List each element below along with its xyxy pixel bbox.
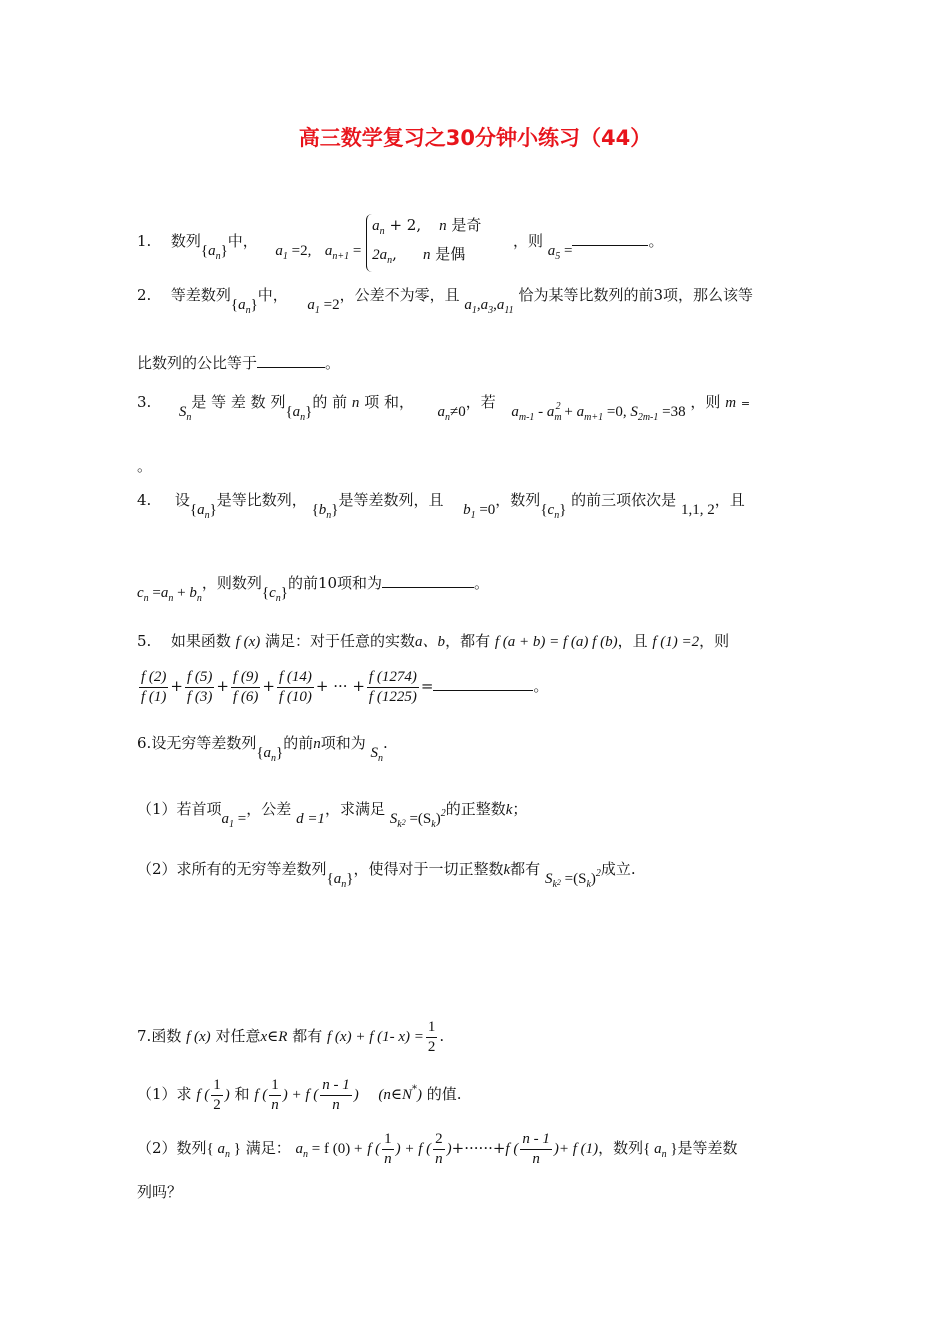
q2-terms: $a_1,a_3,a_{11}$ bbox=[464, 297, 514, 316]
question-5: 5. 如果函数 f (x) 满足：对于任意的实数a、b，都有 f (a + b) = f (a) f (b)，且 f (1) =2，则 bbox=[137, 632, 730, 650]
question-3: 3. $S_n$是 等 差 数 列$\{a_n\}$的 前 n 项 和， $a_n\ne 0$，若 $a_{m-1} - a_m^2 + a_{m+1} =0$, $S_{2m-1} =38$ ，则 m = bbox=[137, 393, 751, 423]
q6-p1-eq: $S_k2 =(S_k)^2$ bbox=[389, 808, 446, 830]
q1-piecewise: $a_n + 2$, n 是奇 $2a_n$, n 是偶 bbox=[366, 214, 481, 272]
question-7-part-2: （2）数列{ $a_n$ } 满足： $a_n = f$ (0) + f ( $\frac{1}{n}$ ) + f ( $\frac{2}{n}$ )+······+f ( $\frac{n - 1}{n}$ )+ f (1)，数列{ $a_n$ }是等差数 bbox=[137, 1130, 738, 1167]
q4-answer-blank bbox=[382, 573, 474, 588]
q7-half: $\frac{1}{2}$ bbox=[427, 1018, 436, 1055]
q3-cond: $a_n\ne 0$ bbox=[437, 404, 466, 423]
q5-answer-blank bbox=[433, 676, 533, 691]
question-6: 6.设无穷等差数列$\{a_n\}$的前n项和为 $S_n$. bbox=[137, 734, 388, 764]
q5-frac-5: $\frac{f (1274)}{f (1225)}$ bbox=[368, 668, 417, 705]
q4-seq-c: $\{c_n\}$ bbox=[540, 502, 567, 521]
q4-values: 1,1, 2 bbox=[680, 502, 715, 518]
q3-equation: $a_{m-1} - a_m^2 + a_{m+1} =0$, $S_{2m-1} =38$ bbox=[511, 401, 686, 423]
q1-text-3: ，则 bbox=[512, 232, 543, 250]
q4-b1: $b_1 =0$ bbox=[463, 502, 496, 521]
q1-answer-blank bbox=[572, 231, 648, 246]
q3-number: 3. bbox=[137, 393, 152, 411]
q2-answer-blank bbox=[257, 353, 325, 368]
question-7-part-1: （1）求 f ( $\frac{1}{2}$ ) 和 f ( $\frac{1}{n}$ ) + f ( $\frac{n - 1}{n}$ ) (n∈N*) 的值. bbox=[137, 1076, 462, 1113]
q2-text: 等差数列 bbox=[170, 286, 231, 304]
q3-S: $S_n$ bbox=[178, 404, 192, 423]
q1-text: 数列 bbox=[170, 232, 201, 250]
q4-cn: $c_n =a_n + b_n$ bbox=[137, 585, 202, 604]
q5-frac-2: $\frac{f (5)}{f (3)}$ bbox=[187, 668, 213, 705]
q4-seq-b: $\{b_n\}$ bbox=[311, 502, 339, 521]
q1-seq: $\{a_n\}$ bbox=[200, 243, 228, 262]
question-4: 4. 设$\{a_n\}$是等比数列， $\{b_n\}$是等差数列，且 $b_1 =0$，数列$\{c_n\}$ 的前三项依次是 1,1, 2，且 bbox=[137, 491, 745, 521]
question-3-cont: 。 bbox=[137, 457, 153, 475]
q5-func-eq: f (a + b) = f (a) f (b) bbox=[494, 634, 618, 650]
question-1: 1. 数列$\{a_n\}$中， $a_1 =2$, $a_{n+1}$ = $a_n + 2$, n 是奇 $2a_n$, n 是偶 ，则 $a_5$ =。 bbox=[137, 213, 816, 271]
q4-number: 4. bbox=[137, 491, 152, 509]
question-4-cont: $c_n =a_n + b_n$，则数列$\{c_n\}$的前10项和为 。 bbox=[137, 574, 490, 604]
question-5-sum: $\frac{f (2)}{f (1)}$ + $\frac{f (5)}{f (3)}$ + $\frac{f (9)}{f (6)}$ + $\frac{f (14)}{f (10)}$ + ··· + $\frac{f (1274)}{f (1225)}$ = 。 bbox=[141, 668, 549, 705]
q2-number: 2. bbox=[137, 286, 152, 304]
q6-number: 6. bbox=[137, 734, 152, 752]
q1-text-2: 中， bbox=[227, 232, 258, 250]
q1-a5: $a_5$ = bbox=[547, 243, 573, 262]
q7-number: 7. bbox=[137, 1027, 152, 1045]
q1-an1: $a_{n+1}$ = bbox=[324, 243, 362, 262]
q1-number: 1. bbox=[137, 232, 152, 250]
q5-frac-4: $\frac{f (14)}{f (10)}$ bbox=[279, 668, 312, 705]
question-6-part-2: （2）求所有的无穷等差数列$\{a_n\}$，使得对于一切正整数k都有 $S_k2 =(S_k)^2$成立. bbox=[137, 860, 636, 890]
question-7-part-2-cont: 列吗？ bbox=[137, 1183, 183, 1201]
q5-number: 5. bbox=[137, 632, 152, 650]
q5-frac-1: $\frac{f (2)}{f (1)}$ bbox=[141, 668, 167, 705]
q5-frac-3: $\frac{f (9)}{f (6)}$ bbox=[233, 668, 259, 705]
question-6-part-1: （1）若首项$a_1$ =，公差 d =1，求满足 $S_k2 =(S_k)^2$的正整数k； bbox=[137, 800, 528, 830]
question-2: 2. 等差数列$\{a_n\}$中， $a_1 =2$，公差不为零，且 $a_1,a_3,a_{11}$ 恰为某等比数列的前3项，那么该等 bbox=[137, 286, 753, 316]
q2-a1: $a_1 =2$ bbox=[307, 297, 340, 316]
q1-a1: $a_1 =2$, bbox=[275, 243, 312, 262]
question-2-cont: 比数列的公比等于 。 bbox=[137, 354, 341, 372]
q2-seq: $\{a_n\}$ bbox=[230, 297, 258, 316]
question-7: 7.函数 f (x) 对任意x∈R 都有 f (x) + f (1- x) = $\frac{1}{2}$ . bbox=[137, 1018, 445, 1055]
page-title: 高三数学复习之30分钟小练习（44） bbox=[298, 126, 652, 150]
